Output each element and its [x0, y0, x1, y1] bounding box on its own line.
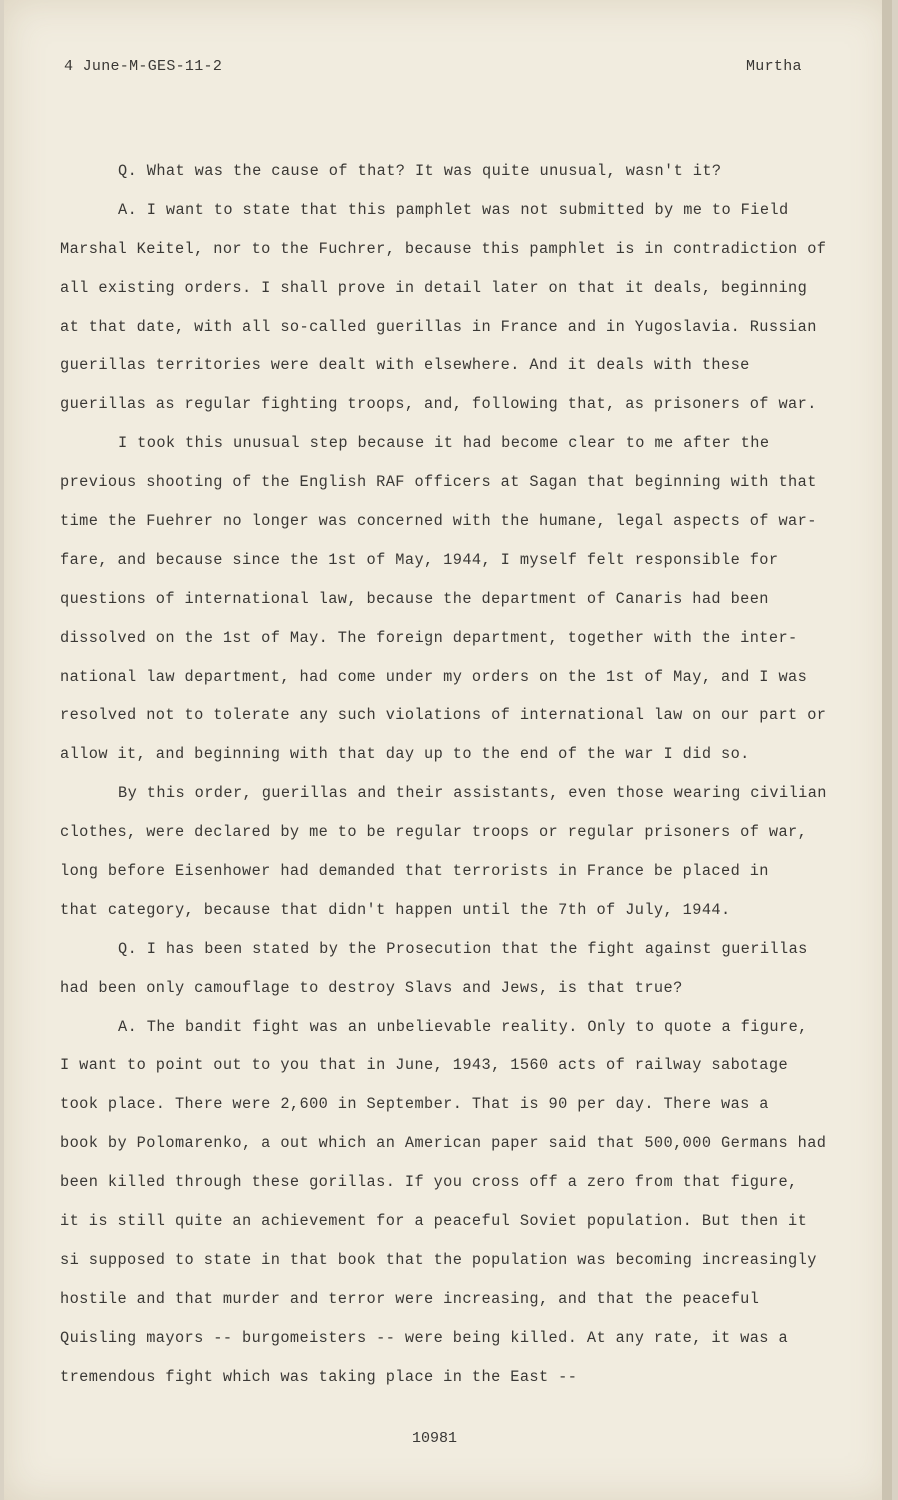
- transcript-line: resolved not to tolerate any such violations of international law on our part or: [60, 706, 827, 725]
- transcript-line: si supposed to state in that book that the population was becoming increasingly: [60, 1250, 817, 1269]
- transcript-line: all existing orders. I shall prove in detail later on that it deals, beginning: [60, 278, 808, 297]
- transcript-line: national law department, had come under my orders on the 1st of May, and I was: [60, 667, 808, 686]
- transcript-line: hostile and that murder and terror were increasing, and that the peaceful: [60, 1289, 760, 1308]
- transcript-line: guerillas as regular fighting troops, and, following that, as prisoners of war.: [60, 395, 817, 414]
- transcript-line: By this order, guerillas and their assistants, even those wearing civilian: [118, 784, 827, 803]
- reporter-name: Murtha: [746, 58, 802, 75]
- transcript-line: book by Polomarenko, a out which an American paper said that 500,000 Germans had: [60, 1134, 827, 1153]
- transcript-line: Marshal Keitel, nor to the Fuchrer, because this pamphlet is in contradiction of: [60, 239, 827, 258]
- transcript-line: Quisling mayors -- burgomeisters -- were being killed. At any rate, it was a: [60, 1328, 789, 1347]
- transcript-line: allow it, and beginning with that day up to the end of the war I did so.: [60, 745, 750, 764]
- transcript-line: been killed through these gorillas. If you cross off a zero from that figure,: [60, 1173, 798, 1192]
- document-page: [4, 0, 892, 1500]
- transcript-line: at that date, with all so-called guerillas in France and in Yugoslavia. Russian: [60, 317, 817, 336]
- transcript-line: long before Eisenhower had demanded that terrorists in France be placed in: [60, 862, 769, 881]
- transcript-line: guerillas territories were dealt with elsewhere. And it deals with these: [60, 356, 750, 375]
- transcript-line: Q. What was the cause of that? It was quite unusual, wasn't it?: [118, 162, 722, 180]
- page-edge: [882, 0, 892, 1500]
- transcript-line: that category, because that didn't happen until the 7th of July, 1944.: [60, 900, 731, 919]
- transcript-line: took place. There were 2,600 in September. That is 90 per day. There was a: [60, 1095, 769, 1114]
- transcript-line: fare, and because since the 1st of May, 1944, I myself felt responsible for: [60, 550, 779, 569]
- transcript-line: Q. I has been stated by the Prosecution that the fight against guerillas: [118, 939, 808, 958]
- transcript-body: [60, 152, 850, 1397]
- document-reference: 4 June-M-GES-11-2: [64, 58, 223, 75]
- transcript-line: questions of international law, because the department of Canaris had been: [60, 589, 769, 608]
- page-number: 10981: [412, 1430, 458, 1447]
- transcript-line: clothes, were declared by me to be regular troops or regular prisoners of war,: [60, 823, 808, 842]
- transcript-line: A. The bandit fight was an unbelievable reality. Only to quote a figure,: [118, 1017, 808, 1036]
- transcript-line: dissolved on the 1st of May. The foreign department, together with the inter-: [60, 628, 798, 647]
- transcript-line: had been only camouflage to destroy Slavs and Jews, is that true?: [60, 978, 683, 997]
- transcript-line: A. I want to state that this pamphlet was not submitted by me to Field: [118, 200, 789, 219]
- transcript-line: I want to point out to you that in June, 1943, 1560 acts of railway sabotage: [60, 1056, 789, 1075]
- transcript-line: tremendous fight which was taking place in the East --: [60, 1367, 578, 1386]
- transcript-line: it is still quite an achievement for a peaceful Soviet population. But then it: [60, 1212, 808, 1231]
- transcript-line: time the Fuehrer no longer was concerned with the humane, legal aspects of war-: [60, 512, 817, 531]
- transcript-line: previous shooting of the English RAF officers at Sagan that beginning with that: [60, 473, 817, 492]
- transcript-line: I took this unusual step because it had become clear to me after the: [118, 434, 770, 453]
